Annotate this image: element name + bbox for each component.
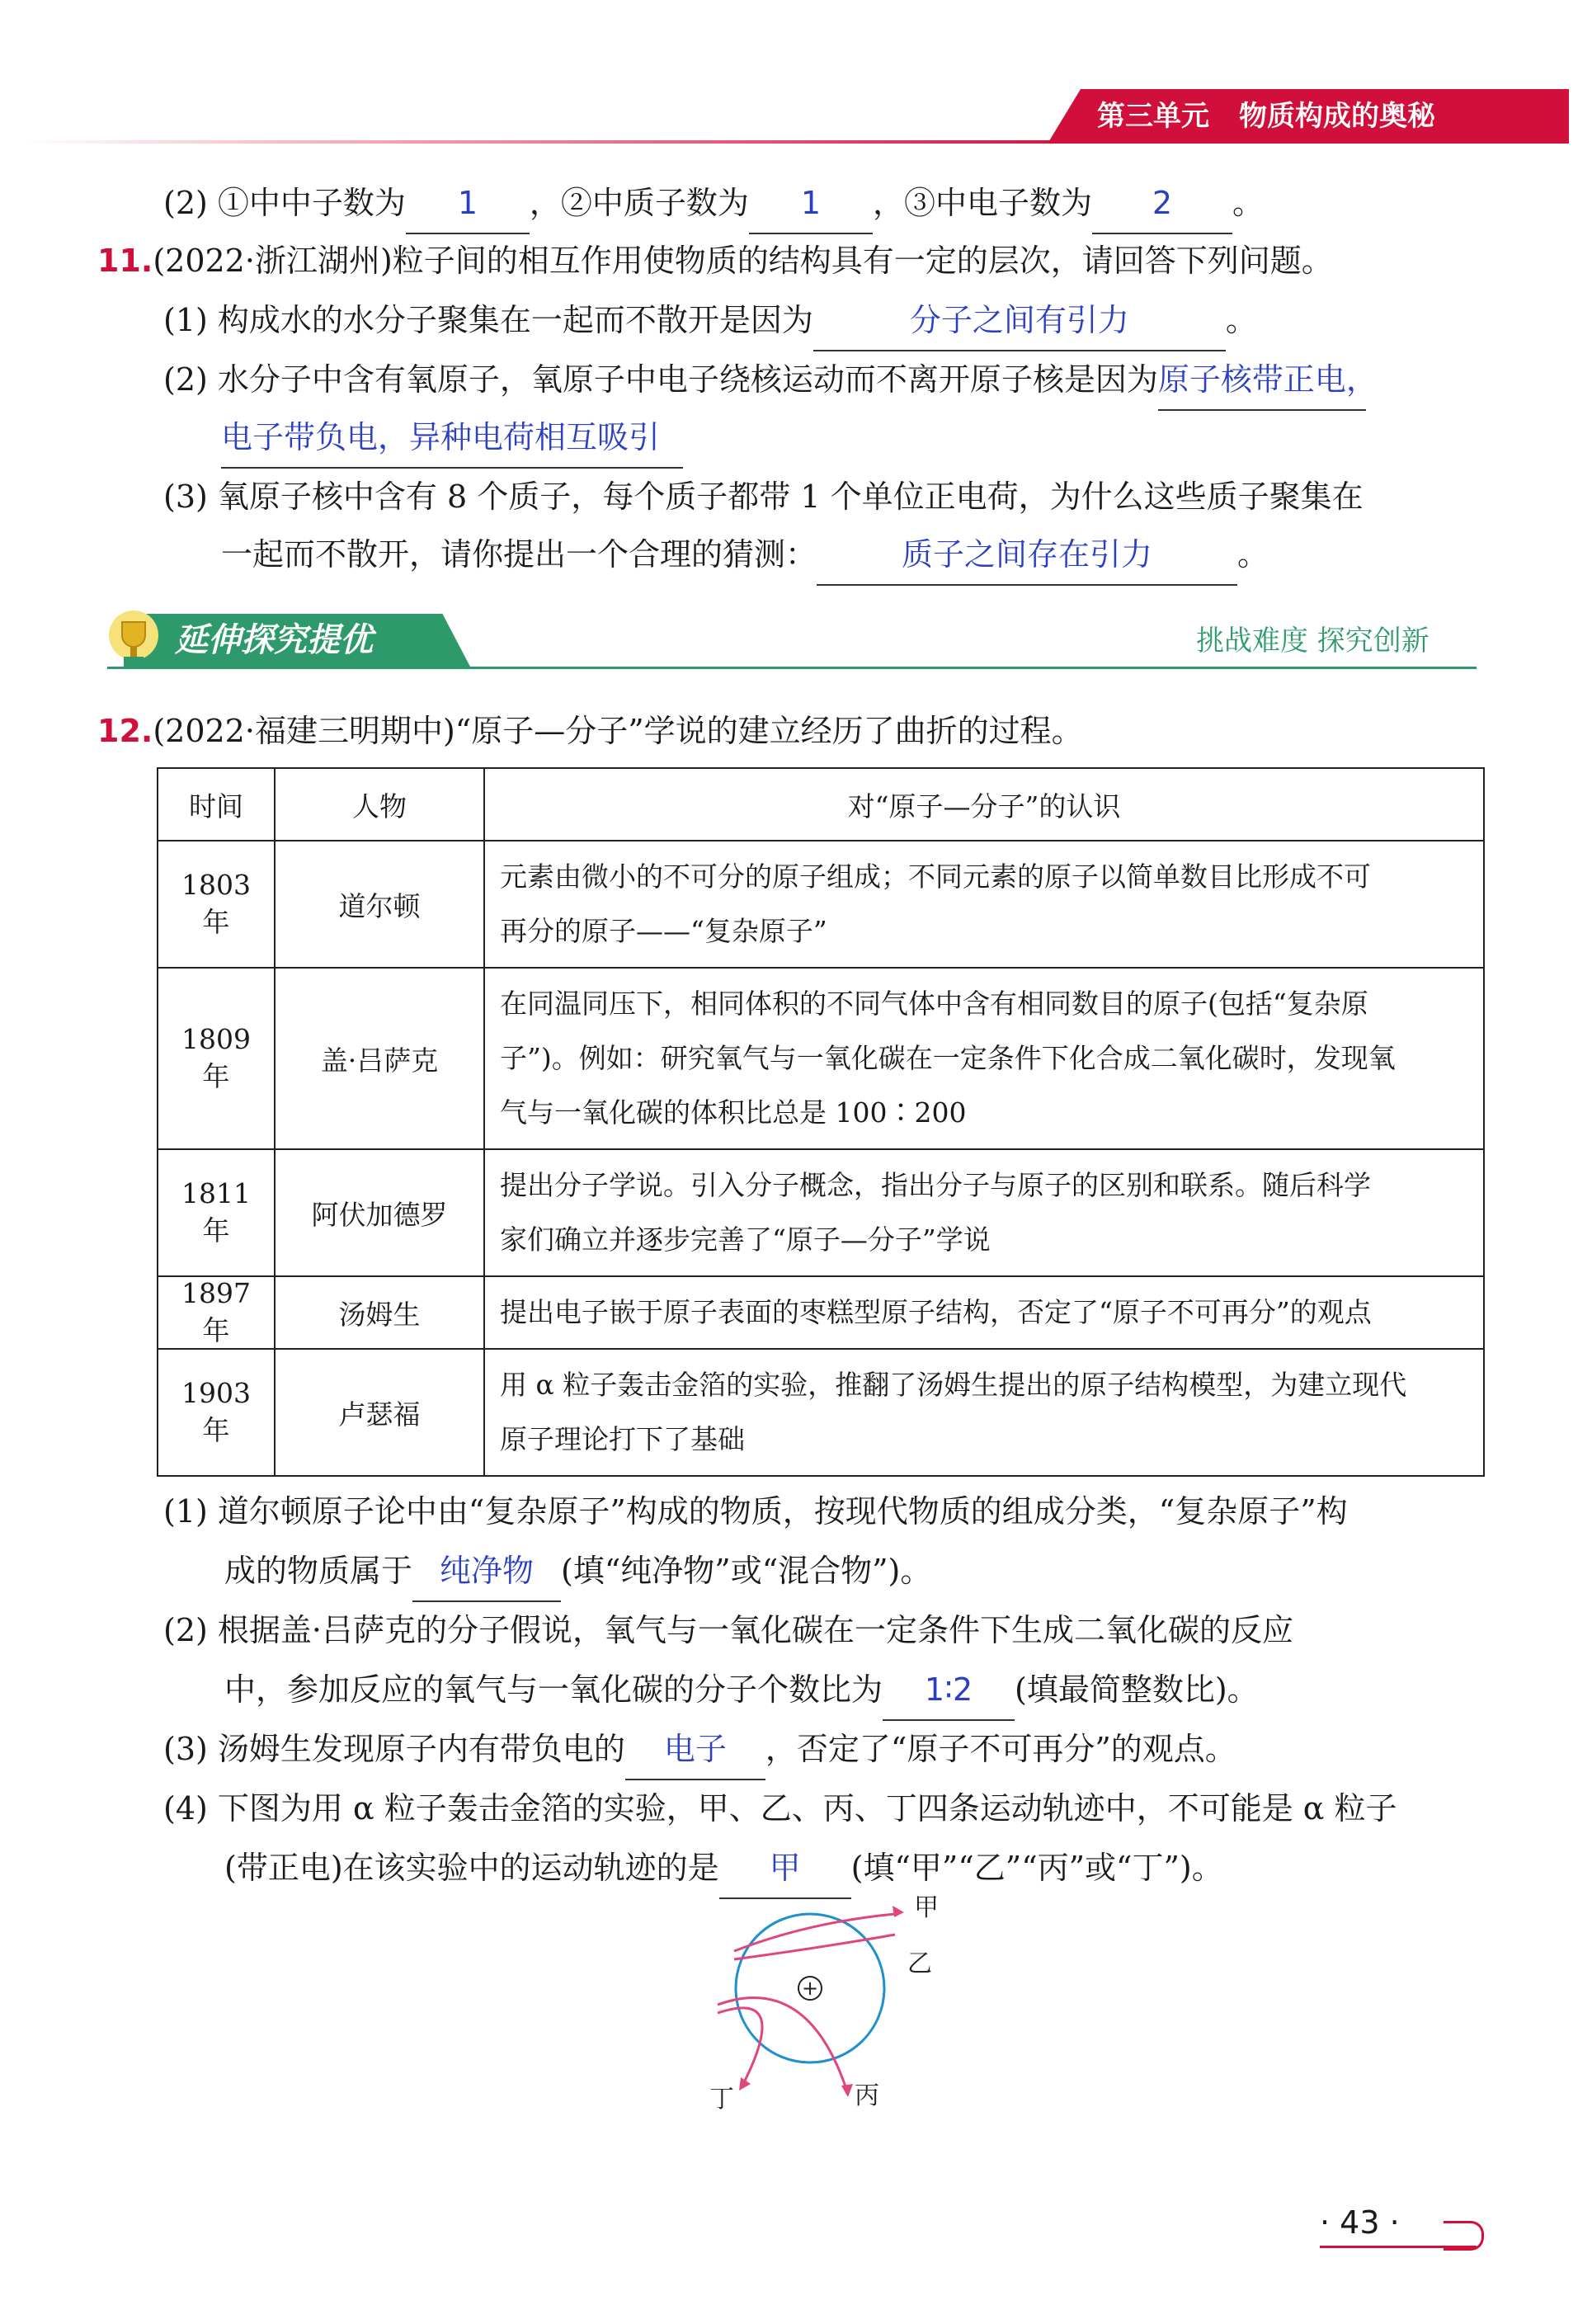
table-cell-person: 汤姆生: [275, 1276, 484, 1349]
table-cell-year: 1811 年: [158, 1149, 275, 1276]
trajectory-ding: [718, 2008, 762, 2086]
table-row: [158, 1349, 1484, 1476]
table-cell-year: 1897 年: [158, 1276, 275, 1349]
table-header: 时间: [158, 768, 275, 841]
table-cell-person: 盖·吕萨克: [275, 968, 484, 1149]
unit-title: 物质构成的奥秘: [1239, 100, 1435, 133]
q10-answer-electrons: 2: [1092, 173, 1232, 234]
table-row: [158, 841, 1484, 968]
table-row: [158, 968, 1484, 1149]
table-cell-description: 元素由微小的不可分的原子组成；不同元素的原子以简单数目比形成不可 再分的原子——“复杂原子”: [484, 841, 1484, 968]
trophy-icon: [106, 609, 162, 672]
q11-part1: (1) 构成水的水分子聚集在一起而不散开是因为 分子之间有引力 。: [163, 290, 1257, 351]
q11-part2-cont: [221, 408, 683, 469]
table-cell-person: 卢瑟福: [275, 1349, 484, 1476]
table-cell-description: 提出分子学说。引入分子概念，指出分子与原子的区别和联系。随后科学 家们确立并逐步完善了“原子—分子”学说: [484, 1149, 1484, 1276]
table-cell-year: 1803 年: [158, 841, 275, 968]
q12-answer-1: 纯净物: [412, 1541, 561, 1602]
q12-number: 12.: [97, 713, 153, 749]
q12-part4-cont: (带正电)在该实验中的运动轨迹的是 甲 (填“甲”“乙”“丙”或“丁”)。: [224, 1838, 1223, 1899]
q12-answer-3: 电子: [625, 1719, 765, 1780]
q12-part3: (3) 汤姆生发现原子内有带负电的 电子 ，否定了“原子不可再分”的观点。: [163, 1719, 1236, 1780]
arrow-bing: [841, 2084, 853, 2097]
table-cell-person: 阿伏加德罗: [275, 1149, 484, 1276]
alpha-scattering-figure: [709, 1889, 973, 2112]
q11-part3-cont: 一起而不散开，请你提出一个合理的猜测： 质子之间存在引力 。: [221, 525, 1269, 586]
table-cell-description: 提出电子嵌于原子表面的枣糕型原子结构，否定了“原子不可再分”的观点: [484, 1276, 1484, 1349]
q12-stem: 12.(2022·福建三明期中)“原子—分子”学说的建立经历了曲折的过程。: [97, 713, 1083, 749]
q11-answer-2a: 原子核带正电，: [1158, 350, 1366, 411]
table-cell-year: 1903 年: [158, 1349, 275, 1476]
q11-stem: 11.(2022·浙江湖州)粒子间的相互作用使物质的结构具有一定的层次，请回答下列问题。: [97, 243, 1333, 279]
q11-number: 11.: [97, 243, 153, 279]
q11-answer-2b: 电子带负电，异种电荷相互吸引: [221, 408, 683, 469]
q11-answer-1: 分子之间有引力: [813, 290, 1226, 351]
page-number: · 43 ·: [1320, 2204, 1400, 2241]
q12-answer-4: 甲: [719, 1838, 851, 1899]
q12-part1: (1) 道尔顿原子论中由“复杂原子”构成的物质，按现代物质的组成分类，“复杂原子”构: [163, 1493, 1348, 1530]
section-underline: [107, 667, 1477, 669]
arrow-jia: [893, 1906, 904, 1917]
table-row: [158, 1149, 1484, 1276]
unit-label: 第三单元: [1097, 100, 1209, 133]
section-title: 延伸探究提优: [175, 621, 373, 659]
q12-part1-cont: 成的物质属于 纯净物 (填“纯净物”或“混合物”)。: [224, 1541, 931, 1602]
table-cell-description: 用 α 粒子轰击金箔的实验，推翻了汤姆生提出的原子结构模型，为建立现代 原子理论打下了基础: [484, 1349, 1484, 1476]
trajectory-bing: [718, 1997, 848, 2094]
q11-answer-3: 质子之间存在引力: [817, 525, 1237, 586]
q11-part2: (2) 水分子中含有氧原子，氧原子中电子绕核运动而不离开原子核是因为原子核带正电，: [163, 350, 1366, 411]
q11-part3: (3) 氧原子核中含有 8 个质子，每个质子都带 1 个单位正电荷，为什么这些质子聚集在: [163, 478, 1364, 515]
header-unit-label: [1097, 97, 1435, 135]
q12-part2: (2) 根据盖·吕萨克的分子假说，氧气与一氧化碳在一定条件下生成二氧化碳的反应: [163, 1612, 1293, 1648]
label-jia: 甲: [914, 1893, 939, 1922]
q12-part2-cont: 中，参加反应的氧气与一氧化碳的分子个数比为 1∶2 (填最简整数比)。: [224, 1660, 1259, 1721]
header-rule: [23, 140, 1095, 144]
label-ding: 丁: [709, 2085, 734, 2112]
history-table: [157, 767, 1485, 1477]
q10-answer-neutrons: 1: [406, 173, 530, 234]
label-yi: 乙: [907, 1949, 932, 1978]
page-corner-swoosh: [1444, 2221, 1484, 2251]
table-cell-person: 道尔顿: [275, 841, 484, 968]
table-row: [158, 1276, 1484, 1349]
table-header: 对“原子—分子”的认识: [484, 768, 1484, 841]
section-subtitle: 挑战难度 探究创新: [1196, 625, 1430, 658]
table-header: 人物: [275, 768, 484, 841]
q12-part4: (4) 下图为用 α 粒子轰击金箔的实验，甲、乙、丙、丁四条运动轨迹中，不可能是 α 粒子: [163, 1790, 1397, 1827]
table-cell-description: 在同温同压下，相同体积的不同气体中含有相同数目的原子(包括“复杂原 子”)。例如：研究氧气与一氧化碳在一定条件下化合成二氧化碳时，发现氧 气与一氧化碳的体积比总是 100∶200: [484, 968, 1484, 1149]
q12-answer-2: 1∶2: [883, 1660, 1015, 1721]
q10-part2: (2) ①中中子数为 1 ，②中质子数为 1 ，③中电子数为 2 。: [163, 173, 1264, 234]
q10-answer-protons: 1: [749, 173, 873, 234]
nucleus-sign: +: [801, 1977, 819, 2000]
table-header-row: [158, 768, 1484, 841]
table-cell-year: 1809 年: [158, 968, 275, 1149]
label-bing: 丙: [855, 2081, 879, 2110]
